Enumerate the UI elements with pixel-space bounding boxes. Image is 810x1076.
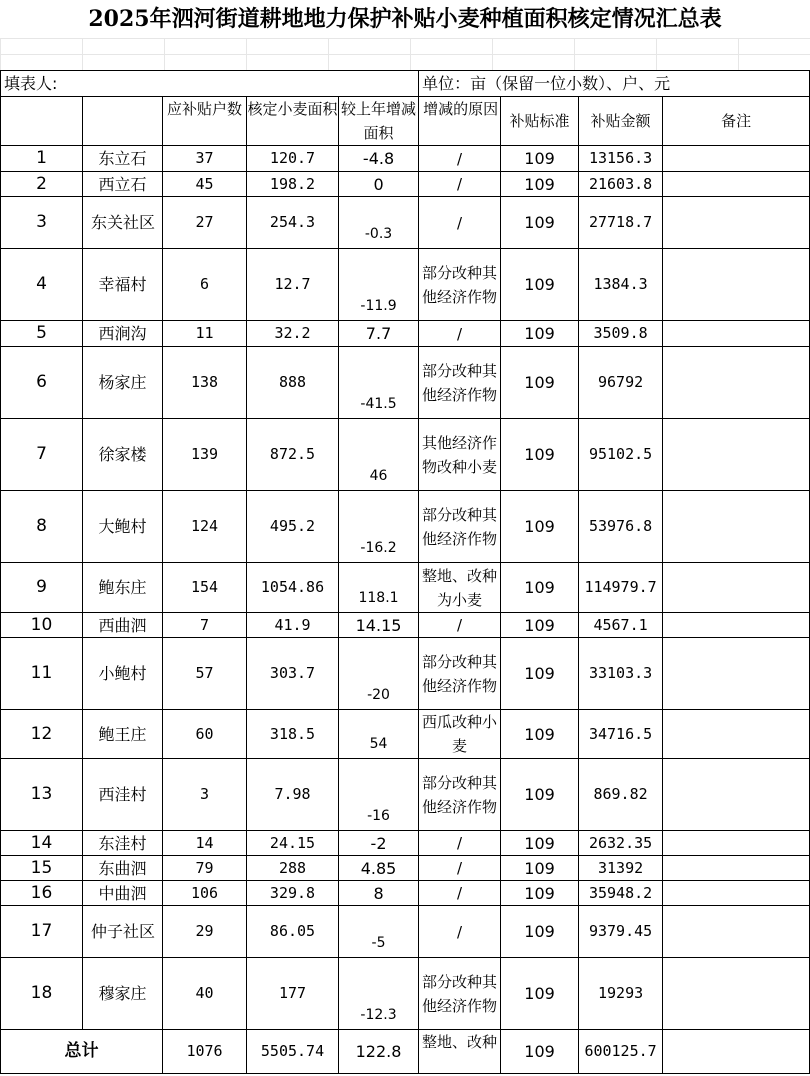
header-cell-index — [1, 97, 83, 146]
households-value: 37 — [163, 146, 247, 172]
village-name: 西立石 — [83, 172, 163, 197]
total-amount: 600125.7 — [579, 1030, 663, 1074]
table-row — [1, 563, 810, 613]
remarks-value — [663, 321, 810, 347]
households-value: 57 — [163, 638, 247, 710]
header-row — [1, 97, 810, 146]
village-name: 西曲泗 — [83, 613, 163, 638]
amount-value: 27718.7 — [579, 197, 663, 249]
households-value: 3 — [163, 759, 247, 831]
table-row — [1, 613, 810, 638]
households-value: 139 — [163, 419, 247, 491]
table-row — [1, 197, 810, 249]
village-name: 东曲泗 — [83, 856, 163, 881]
village-name: 幸福村 — [83, 249, 163, 321]
remarks-value — [663, 146, 810, 172]
empty-grid-rows — [0, 38, 810, 70]
summary-table — [0, 70, 810, 1074]
standard-value: 109 — [501, 881, 579, 906]
standard-value: 109 — [501, 249, 579, 321]
village-name: 小鲍村 — [83, 638, 163, 710]
table-row — [1, 249, 810, 321]
households-value: 7 — [163, 613, 247, 638]
change-value: 8 — [339, 881, 419, 906]
remarks-value — [663, 881, 810, 906]
remarks-value — [663, 958, 810, 1030]
remarks-value — [663, 759, 810, 831]
change-value: -11.9 — [339, 249, 419, 321]
standard-value: 109 — [501, 321, 579, 347]
reason-value: 整地、改种为小麦 — [419, 563, 501, 613]
area-value: 12.7 — [247, 249, 339, 321]
change-value: -5 — [339, 906, 419, 958]
header-cell-households: 应补贴户数 — [163, 97, 247, 146]
reason-value: / — [419, 321, 501, 347]
households-value: 40 — [163, 958, 247, 1030]
standard-value: 109 — [501, 856, 579, 881]
households-value: 138 — [163, 347, 247, 419]
table-row — [1, 856, 810, 881]
header-cell-remarks: 备注 — [663, 97, 810, 146]
village-name: 西涧沟 — [83, 321, 163, 347]
table-row — [1, 419, 810, 491]
change-value: -16.2 — [339, 491, 419, 563]
header-cell-area: 核定小麦面积 — [247, 97, 339, 146]
header-cell-name — [83, 97, 163, 146]
village-name: 穆家庄 — [83, 958, 163, 1030]
row-index: 1 — [1, 146, 83, 172]
reason-value: / — [419, 906, 501, 958]
standard-value: 109 — [501, 759, 579, 831]
reason-value: 部分改种其他经济作物 — [419, 759, 501, 831]
table-row — [1, 759, 810, 831]
change-value: 14.15 — [339, 613, 419, 638]
standard-value: 109 — [501, 710, 579, 759]
total-area: 5505.74 — [247, 1030, 339, 1074]
amount-value: 13156.3 — [579, 146, 663, 172]
standard-value: 109 — [501, 419, 579, 491]
row-index: 14 — [1, 831, 83, 856]
info-row — [1, 71, 810, 97]
households-value: 14 — [163, 831, 247, 856]
remarks-value — [663, 249, 810, 321]
table-row — [1, 831, 810, 856]
standard-value: 109 — [501, 831, 579, 856]
remarks-value — [663, 638, 810, 710]
amount-value: 53976.8 — [579, 491, 663, 563]
reason-value: 部分改种其他经济作物 — [419, 249, 501, 321]
amount-value: 31392 — [579, 856, 663, 881]
area-value: 198.2 — [247, 172, 339, 197]
remarks-value — [663, 419, 810, 491]
village-name: 中曲泗 — [83, 881, 163, 906]
table-row — [1, 146, 810, 172]
amount-value: 34716.5 — [579, 710, 663, 759]
standard-value: 109 — [501, 347, 579, 419]
households-value: 27 — [163, 197, 247, 249]
area-value: 888 — [247, 347, 339, 419]
remarks-value — [663, 906, 810, 958]
row-index: 17 — [1, 906, 83, 958]
row-index: 6 — [1, 347, 83, 419]
unit-label: 单位：亩（保留一位小数）、户、元 — [419, 71, 810, 97]
households-value: 154 — [163, 563, 247, 613]
village-name: 东关社区 — [83, 197, 163, 249]
households-value: 11 — [163, 321, 247, 347]
change-value: 46 — [339, 419, 419, 491]
table-row — [1, 172, 810, 197]
households-value: 124 — [163, 491, 247, 563]
total-households: 1076 — [163, 1030, 247, 1074]
area-value: 32.2 — [247, 321, 339, 347]
amount-value: 35948.2 — [579, 881, 663, 906]
change-value: -16 — [339, 759, 419, 831]
row-index: 7 — [1, 419, 83, 491]
row-index: 15 — [1, 856, 83, 881]
row-index: 2 — [1, 172, 83, 197]
households-value: 106 — [163, 881, 247, 906]
row-index: 3 — [1, 197, 83, 249]
area-value: 86.05 — [247, 906, 339, 958]
reason-value: / — [419, 197, 501, 249]
change-value: -0.3 — [339, 197, 419, 249]
amount-value: 95102.5 — [579, 419, 663, 491]
area-value: 1054.86 — [247, 563, 339, 613]
village-name: 西洼村 — [83, 759, 163, 831]
village-name: 鲍东庄 — [83, 563, 163, 613]
village-name: 仲子社区 — [83, 906, 163, 958]
reason-value: 部分改种其他经济作物 — [419, 958, 501, 1030]
reason-value: 部分改种其他经济作物 — [419, 347, 501, 419]
total-reason: 整地、改种 — [419, 1030, 501, 1074]
standard-value: 109 — [501, 197, 579, 249]
remarks-value — [663, 856, 810, 881]
table-row — [1, 710, 810, 759]
village-name: 鲍王庄 — [83, 710, 163, 759]
change-value: 7.7 — [339, 321, 419, 347]
standard-value: 109 — [501, 613, 579, 638]
remarks-value — [663, 172, 810, 197]
area-value: 7.98 — [247, 759, 339, 831]
total-change: 122.8 — [339, 1030, 419, 1074]
row-index: 5 — [1, 321, 83, 347]
table-body — [1, 71, 810, 1074]
remarks-value — [663, 710, 810, 759]
reason-value: 部分改种其他经济作物 — [419, 491, 501, 563]
amount-value: 21603.8 — [579, 172, 663, 197]
standard-value: 109 — [501, 146, 579, 172]
reason-value: / — [419, 881, 501, 906]
amount-value: 33103.3 — [579, 638, 663, 710]
change-value: -12.3 — [339, 958, 419, 1030]
header-cell-change: 较上年增减面积 — [339, 97, 419, 146]
row-index: 4 — [1, 249, 83, 321]
row-index: 16 — [1, 881, 83, 906]
amount-value: 1384.3 — [579, 249, 663, 321]
village-name: 东立石 — [83, 146, 163, 172]
area-value: 495.2 — [247, 491, 339, 563]
households-value: 29 — [163, 906, 247, 958]
total-row — [1, 1030, 810, 1074]
area-value: 41.9 — [247, 613, 339, 638]
row-index: 12 — [1, 710, 83, 759]
row-index: 9 — [1, 563, 83, 613]
reason-value: / — [419, 172, 501, 197]
amount-value: 3509.8 — [579, 321, 663, 347]
amount-value: 4567.1 — [579, 613, 663, 638]
standard-value: 109 — [501, 491, 579, 563]
header-cell-reason: 增减的原因 — [419, 97, 501, 146]
village-name: 徐家楼 — [83, 419, 163, 491]
reason-value: 西瓜改种小麦 — [419, 710, 501, 759]
header-cell-standard: 补贴标准 — [501, 97, 579, 146]
village-name: 杨家庄 — [83, 347, 163, 419]
amount-value: 19293 — [579, 958, 663, 1030]
remarks-value — [663, 197, 810, 249]
row-index: 10 — [1, 613, 83, 638]
standard-value: 109 — [501, 563, 579, 613]
remarks-value — [663, 491, 810, 563]
area-value: 288 — [247, 856, 339, 881]
table-row — [1, 638, 810, 710]
row-index: 13 — [1, 759, 83, 831]
standard-value: 109 — [501, 172, 579, 197]
change-value: -2 — [339, 831, 419, 856]
table-row — [1, 491, 810, 563]
amount-value: 869.82 — [579, 759, 663, 831]
change-value: 54 — [339, 710, 419, 759]
table-row — [1, 958, 810, 1030]
total-remarks — [663, 1030, 810, 1074]
total-label: 总计 — [1, 1030, 163, 1074]
table-row — [1, 906, 810, 958]
row-index: 18 — [1, 958, 83, 1030]
households-value: 60 — [163, 710, 247, 759]
remarks-value — [663, 563, 810, 613]
households-value: 6 — [163, 249, 247, 321]
reason-value: / — [419, 831, 501, 856]
area-value: 303.7 — [247, 638, 339, 710]
change-value: -4.8 — [339, 146, 419, 172]
households-value: 45 — [163, 172, 247, 197]
amount-value: 96792 — [579, 347, 663, 419]
page-title: 2025年泗河街道耕地地力保护补贴小麦种植面积核定情况汇总表 — [88, 6, 722, 32]
standard-value: 109 — [501, 958, 579, 1030]
area-value: 254.3 — [247, 197, 339, 249]
reason-value: / — [419, 613, 501, 638]
village-name: 大鲍村 — [83, 491, 163, 563]
reason-value: / — [419, 856, 501, 881]
remarks-value — [663, 613, 810, 638]
remarks-value — [663, 347, 810, 419]
amount-value: 2632.35 — [579, 831, 663, 856]
reason-value: / — [419, 146, 501, 172]
area-value: 24.15 — [247, 831, 339, 856]
row-index: 11 — [1, 638, 83, 710]
reason-value: 其他经济作物改种小麦 — [419, 419, 501, 491]
change-value: -20 — [339, 638, 419, 710]
table-row — [1, 321, 810, 347]
standard-value: 109 — [501, 906, 579, 958]
standard-value: 109 — [501, 638, 579, 710]
amount-value: 114979.7 — [579, 563, 663, 613]
change-value: 118.1 — [339, 563, 419, 613]
total-standard: 109 — [501, 1030, 579, 1074]
amount-value: 9379.45 — [579, 906, 663, 958]
households-value: 79 — [163, 856, 247, 881]
change-value: -41.5 — [339, 347, 419, 419]
reason-value: 部分改种其他经济作物 — [419, 638, 501, 710]
change-value: 4.85 — [339, 856, 419, 881]
header-cell-amount: 补贴金额 — [579, 97, 663, 146]
area-value: 177 — [247, 958, 339, 1030]
area-value: 318.5 — [247, 710, 339, 759]
table-row — [1, 881, 810, 906]
area-value: 329.8 — [247, 881, 339, 906]
area-value: 120.7 — [247, 146, 339, 172]
remarks-value — [663, 831, 810, 856]
table-row — [1, 347, 810, 419]
village-name: 东洼村 — [83, 831, 163, 856]
area-value: 872.5 — [247, 419, 339, 491]
row-index: 8 — [1, 491, 83, 563]
change-value: 0 — [339, 172, 419, 197]
filler-label: 填表人: — [1, 71, 419, 97]
